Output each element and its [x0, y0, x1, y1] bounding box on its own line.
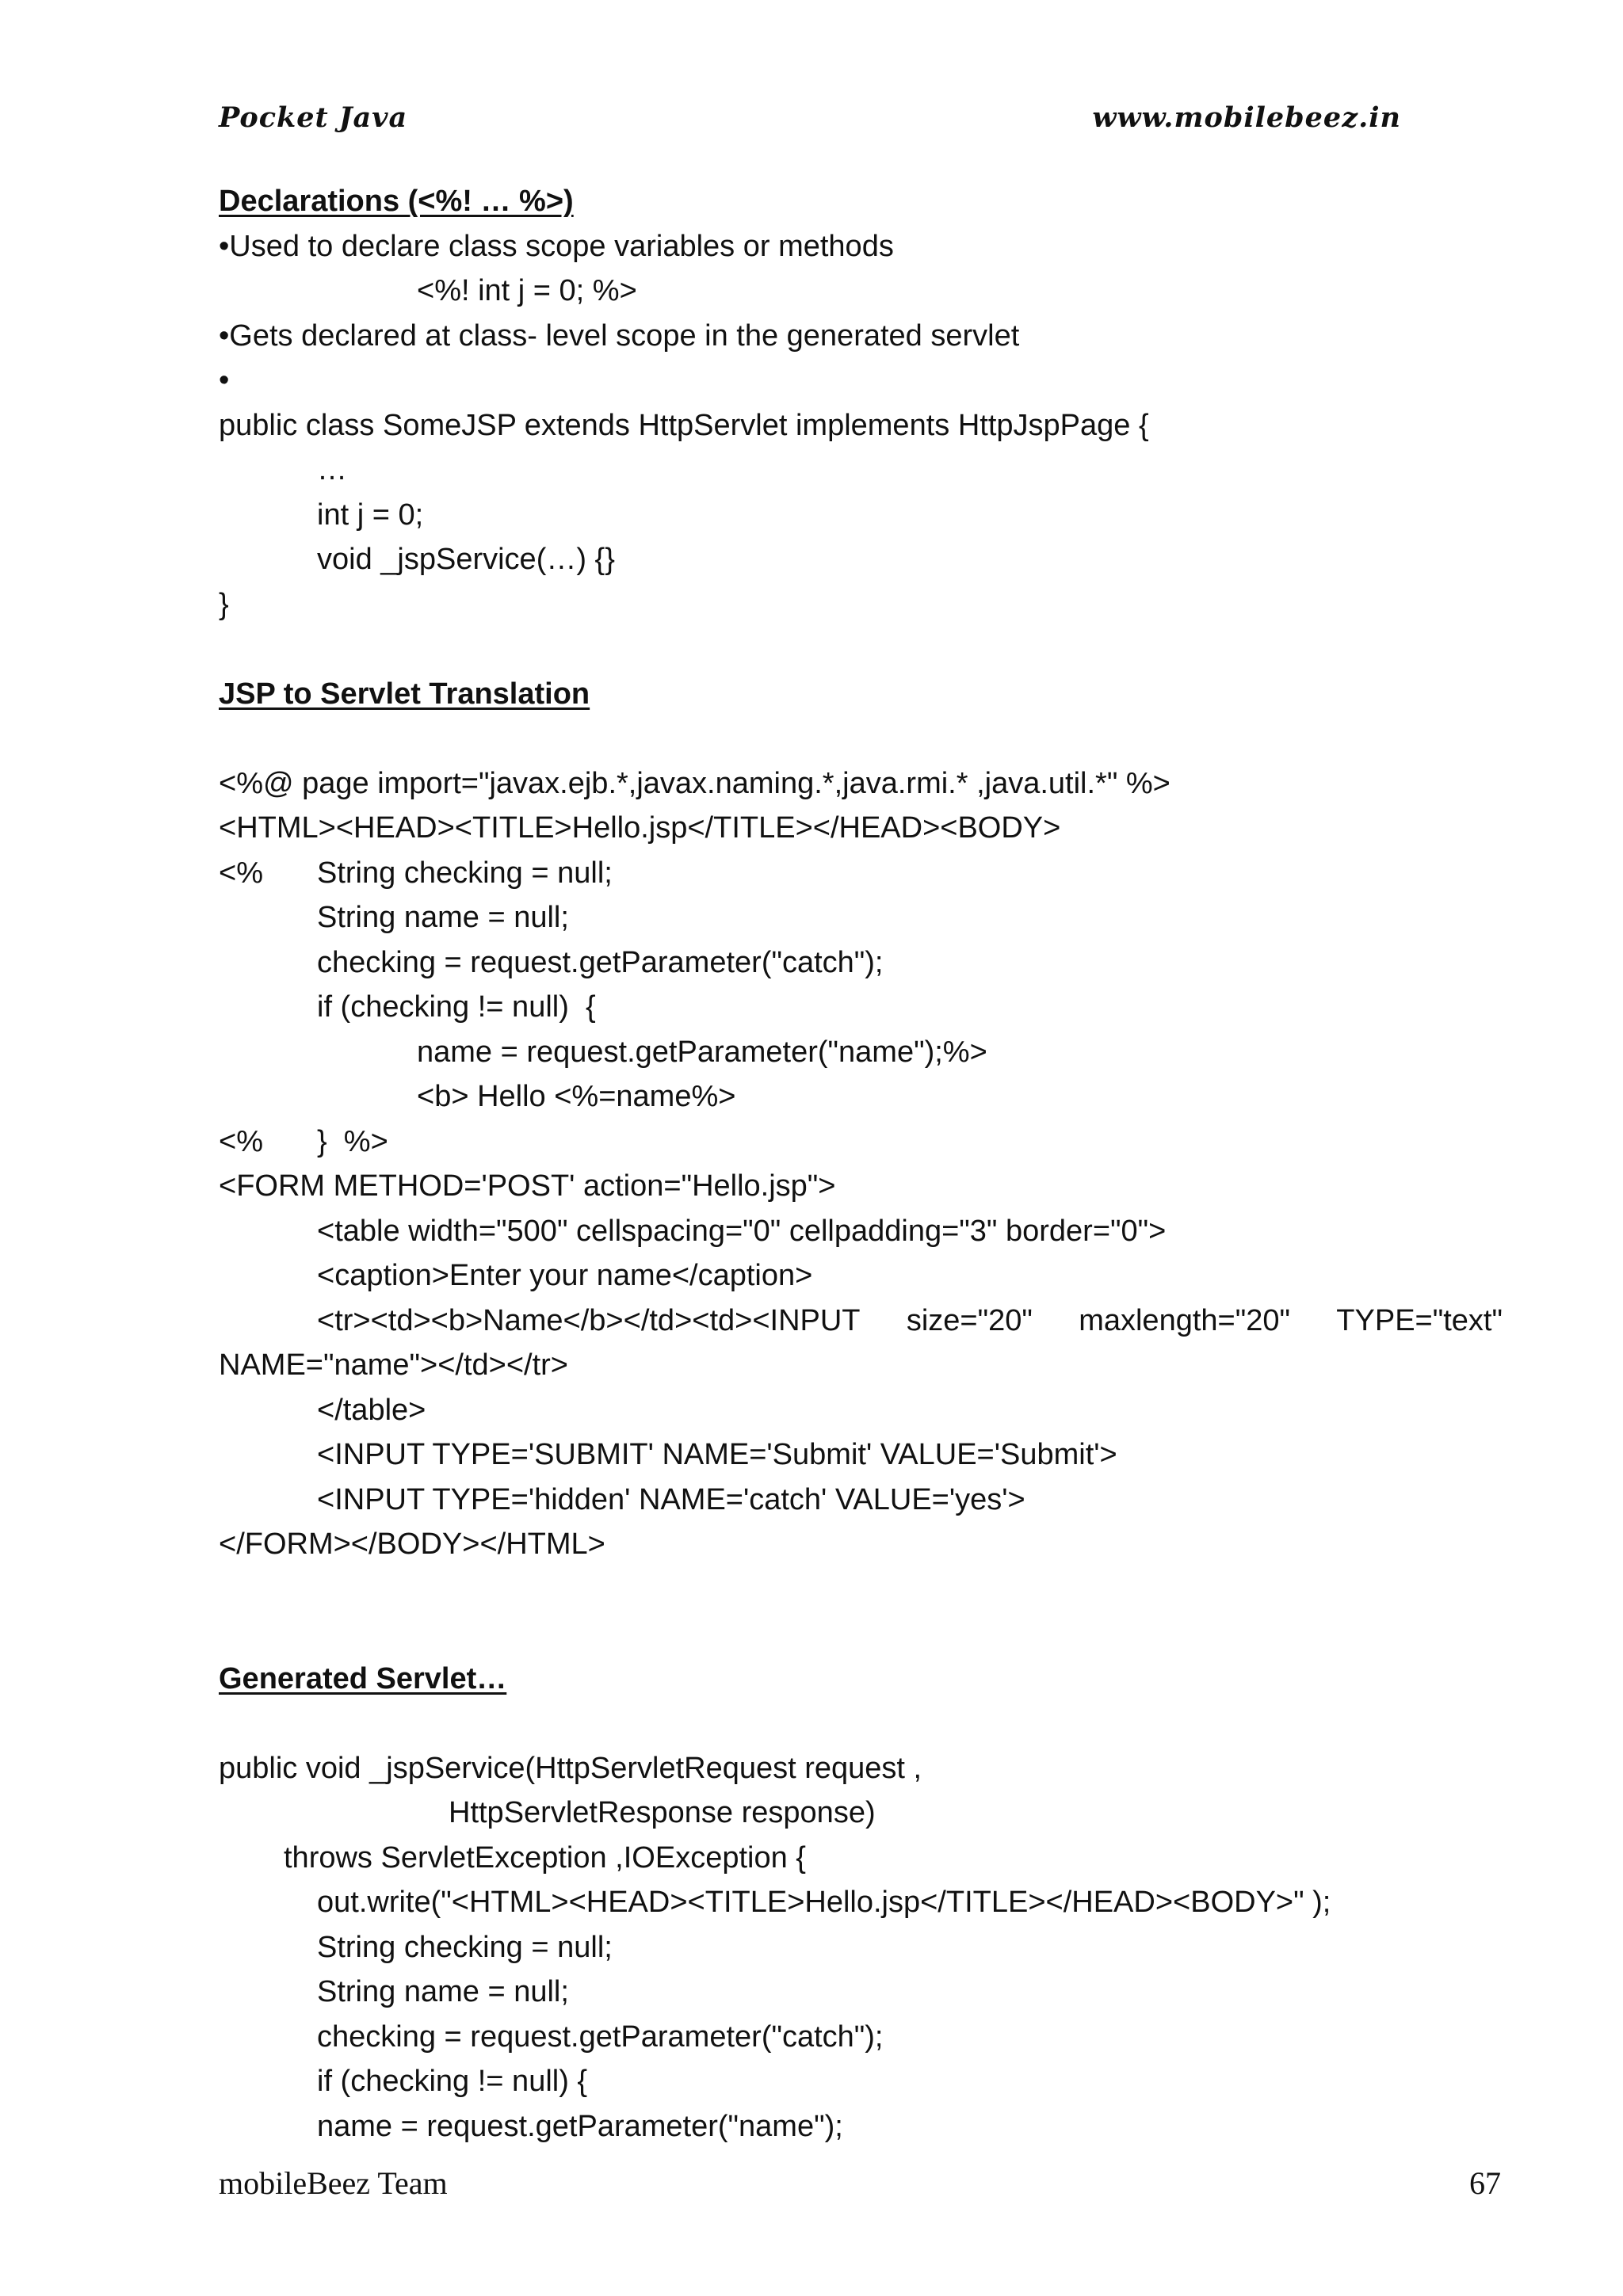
footer-author: mobileBeez Team [219, 2165, 448, 2201]
code-line: String name = null; [317, 1975, 569, 2008]
code-line: } [219, 587, 229, 621]
code-line: out.write("<HTML><HEAD><TITLE>Hello.jsp</TITLE></HEAD><BODY>" ); [317, 1886, 1331, 1919]
declarations-bullet-3: • [219, 364, 230, 397]
code-text: String checking = null; [317, 856, 613, 890]
code-line: int j = 0; [317, 498, 424, 532]
code-line: String name = null; [317, 901, 569, 934]
code-line: if (checking != null) { [317, 990, 596, 1024]
code-line: <FORM METHOD='POST' action="Hello.jsp"> [219, 1169, 836, 1203]
code-line: checking = request.getParameter("catch"); [317, 2019, 884, 2054]
code-line: … [317, 453, 347, 486]
translation-heading: JSP to Servlet Translation [219, 677, 590, 711]
page-footer [219, 2164, 1501, 2212]
code-line: public class SomeJSP extends HttpServlet implements HttpJspPage { [219, 408, 1149, 442]
code-line: <INPUT TYPE='SUBMIT' NAME='Submit' VALUE='Submit'> [317, 1438, 1117, 1471]
code-line: <b> Hello <%=name%> [417, 1080, 736, 1113]
header-website: www.mobilebeez.in [1092, 101, 1401, 134]
code-line: if (checking != null) { [317, 2065, 588, 2098]
code-line: throws ServletException ,IOException { [284, 1840, 806, 1875]
code-text: } %> [317, 1124, 388, 1158]
code-part: TYPE="text" [1336, 1303, 1503, 1337]
code-line: void _jspService(…) {} [317, 543, 615, 576]
code-line: </FORM></BODY></HTML> [219, 1527, 605, 1561]
declarations-bullet-1: •Used to declare class scope variables or methods [219, 229, 894, 263]
code-line: <%@ page import="javax.ejb.*,javax.naming.*,java.rmi.* ,java.util.*" %> [219, 766, 1170, 800]
page-content [219, 179, 1503, 2149]
spacer [219, 1567, 1503, 1612]
code-line: <table width="500" cellspacing="0" cellpadding="3" border="0"> [317, 1214, 1167, 1248]
code-part: maxlength="20" [1079, 1303, 1290, 1337]
code-line: checking = request.getParameter("catch"); [317, 945, 884, 979]
code-line: <caption>Enter your name</caption> [317, 1259, 813, 1292]
code-part: <tr><td><b>Name</b></td><td><INPUT [317, 1303, 861, 1337]
code-line: </table> [317, 1393, 426, 1427]
spacer [219, 1611, 1503, 1657]
declarations-code-example: <%! int j = 0; %> [417, 274, 637, 307]
code-line [219, 851, 1503, 896]
page-number: 67 [1469, 2165, 1501, 2201]
code-line: <HTML><HEAD><TITLE>Hello.jsp</TITLE></HEAD><BODY> [219, 811, 1061, 845]
code-line: name = request.getParameter("name");%> [417, 1035, 987, 1069]
code-line: String checking = null; [317, 1930, 613, 1964]
header-book-title: Pocket Java [219, 101, 408, 134]
spacer [219, 716, 1503, 761]
page-header [219, 101, 1401, 149]
code-line: name = request.getParameter("name"); [317, 2109, 843, 2143]
code-part: size="20" [906, 1303, 1033, 1337]
scriptlet-open-tag: <% [219, 1124, 263, 1158]
declarations-heading: Declarations (<%! … %>) [219, 185, 574, 218]
code-line [219, 1119, 1503, 1165]
generated-heading: Generated Servlet… [219, 1661, 507, 1695]
spacer [219, 1701, 1503, 1746]
code-line: public void _jspService(HttpServletRequest request , [219, 1751, 922, 1785]
code-line-justified [219, 1299, 1503, 1344]
declarations-bullet-2: •Gets declared at class- level scope in the generated servlet [219, 318, 1020, 353]
code-line: NAME="name"></td></tr> [219, 1348, 568, 1382]
code-line: <INPUT TYPE='hidden' NAME='catch' VALUE='yes'> [317, 1482, 1025, 1516]
spacer [219, 627, 1503, 672]
code-line: HttpServletResponse response) [449, 1796, 876, 1829]
scriptlet-open-tag: <% [219, 856, 263, 890]
